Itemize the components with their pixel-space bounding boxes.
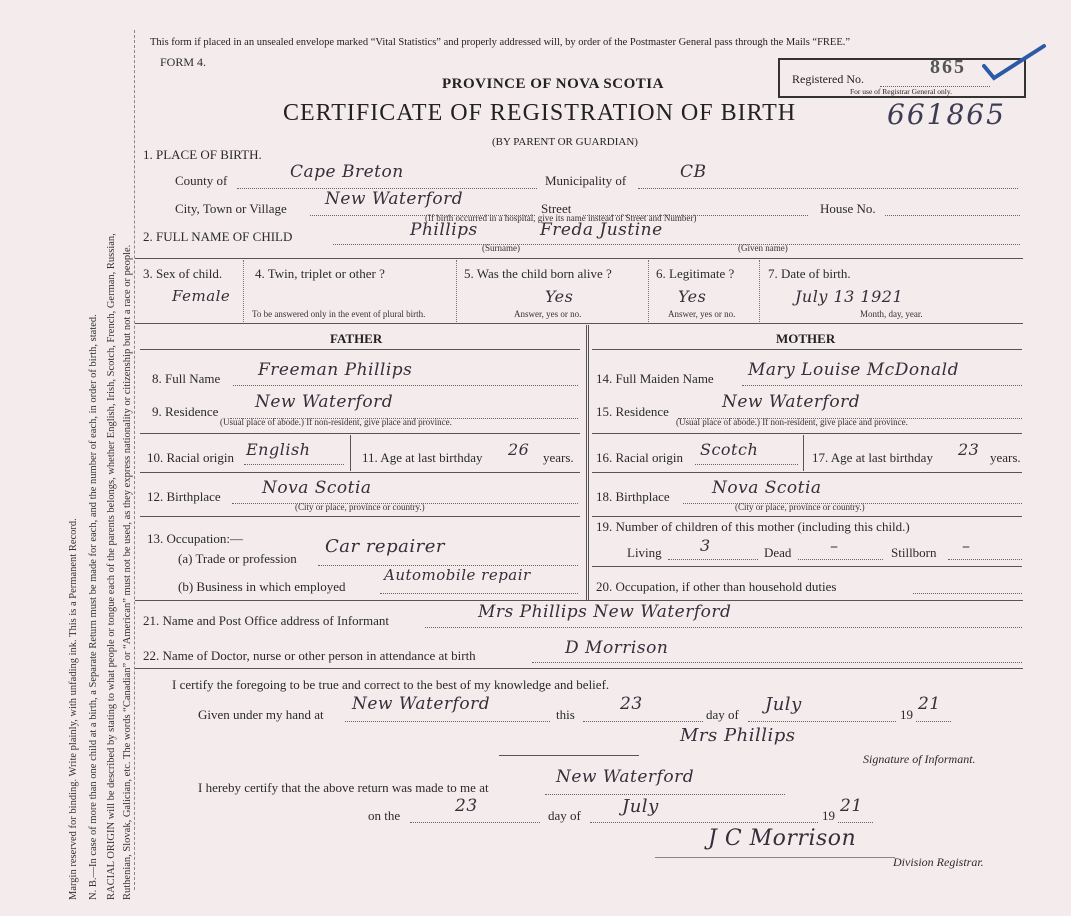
mother-row-rule-4: [592, 566, 1022, 567]
living-label: Living: [627, 545, 662, 560]
given-place-value: New Waterford: [352, 694, 491, 714]
municipality-label: Municipality of: [545, 173, 627, 188]
check-mark-icon: [982, 42, 1048, 84]
living-line: [668, 559, 758, 560]
father-row-rule-1: [140, 433, 580, 434]
row3-divider-2: [456, 260, 457, 322]
child-name-line: [333, 244, 1020, 245]
mother-name-line: [742, 385, 1022, 386]
cert1-day-label: day of: [706, 707, 739, 722]
mother-race-value: Scotch: [700, 440, 759, 459]
informant-signature: Mrs Phillips: [680, 725, 796, 746]
father-age-label: 11. Age at last birthday: [362, 450, 483, 465]
dead-value: –: [830, 536, 839, 555]
parents-bottom-rule: [135, 600, 1023, 601]
alive-value: Yes: [545, 287, 574, 306]
county-value: Cape Breton: [290, 162, 404, 182]
margin-note-racial-2: Ruthenian, Slovak, Galician, etc. The words “Canadian” or “American” must not be used, as they express nationality or citizenship but not a race or people.: [122, 244, 133, 900]
row3-top-rule: [135, 258, 1023, 259]
father-birthplace-note: (City or place, province or country.): [295, 502, 425, 512]
father-name-value: Freeman Phillips: [258, 360, 413, 380]
cert2-year-prefix: 19: [822, 808, 835, 823]
mother-race-line: [695, 464, 798, 465]
birth-date-label: 7. Date of birth.: [768, 266, 851, 281]
margin-note-binding: Margin reserved for binding. Write plainly, with unfading ink. This is a Permanent Record.: [68, 518, 79, 900]
cert1-year-prefix: 19: [900, 707, 913, 722]
registrar-signature-line: [655, 857, 895, 858]
surname-note: (Surname): [482, 243, 520, 253]
father-business-label: (b) Business in which employed: [178, 579, 346, 594]
doctor-line: [532, 662, 1022, 663]
on-the-label: on the: [368, 808, 401, 823]
cert1-year-value: 21: [918, 694, 941, 714]
registered-value: 865: [930, 56, 966, 78]
legitimate-value: Yes: [678, 287, 707, 306]
cert1-month-line: [748, 721, 896, 722]
cert2-year-value: 21: [840, 796, 863, 816]
mother-name-label: 14. Full Maiden Name: [596, 371, 714, 386]
stillborn-line: [948, 559, 1022, 560]
father-trade-value: Car repairer: [325, 536, 445, 557]
mother-heading: MOTHER: [776, 331, 836, 346]
registrar-place-value: New Waterford: [556, 767, 695, 787]
legitimate-label: 6. Legitimate ?: [656, 266, 735, 281]
row3-divider-3: [648, 260, 649, 322]
cert1-month-value: July: [765, 694, 802, 715]
father-race-divider: [350, 435, 351, 471]
father-residence-label: 9. Residence: [152, 404, 219, 419]
mother-residence-label: 15. Residence: [596, 404, 669, 419]
given-name-note: (Given name): [738, 243, 788, 253]
father-heading: FATHER: [330, 331, 383, 346]
county-label: County of: [175, 173, 228, 188]
place-of-birth-label: 1. PLACE OF BIRTH.: [143, 147, 262, 162]
city-value: New Waterford: [325, 189, 464, 209]
father-age-value: 26: [508, 440, 530, 459]
birth-date-note: Month, day, year.: [860, 309, 923, 319]
stillborn-label: Stillborn: [891, 545, 937, 560]
margin-rule: [134, 30, 135, 890]
mother-children-label: 19. Number of children of this mother (including this child.): [596, 519, 910, 534]
child-surname-value: Phillips: [410, 220, 478, 240]
cert2-month-line: [590, 822, 818, 823]
informant-label: 21. Name and Post Office address of Informant: [143, 613, 389, 628]
certificate-title: CERTIFICATE OF REGISTRATION OF BIRTH: [283, 100, 797, 126]
informant-signature-label: Signature of Informant.: [863, 752, 976, 766]
municipality-value: CB: [680, 162, 707, 182]
mother-residence-value: New Waterford: [722, 392, 861, 412]
mother-occupation-label: 20. Occupation, if other than household duties: [596, 579, 837, 594]
father-race-value: English: [246, 440, 311, 459]
cert2-month-value: July: [622, 796, 659, 817]
cert1-day-line: [583, 721, 703, 722]
registered-note: For use of Registrar General only.: [850, 87, 952, 96]
informant-signature-line: [660, 750, 1000, 751]
living-value: 3: [700, 536, 711, 555]
doctor-value: D Morrison: [565, 638, 669, 658]
cert1-day-value: 23: [620, 694, 643, 714]
city-label: City, Town or Village: [175, 201, 287, 216]
child-given-value: Freda Justine: [540, 220, 663, 240]
province-heading: PROVINCE OF NOVA SCOTIA: [442, 76, 664, 92]
father-birthplace-label: 12. Birthplace: [147, 489, 221, 504]
twin-note: To be answered only in the event of plural birth.: [252, 309, 426, 319]
doctor-label: 22. Name of Doctor, nurse or other person in attendance at birth: [143, 648, 476, 663]
doctor-bottom-rule: [135, 668, 1023, 669]
mother-occupation-line: [913, 593, 1022, 594]
row3-divider-1: [243, 260, 244, 322]
given-hand-label: Given under my hand at: [198, 707, 324, 722]
mother-age-value: 23: [958, 440, 980, 459]
mother-race-label: 16. Racial origin: [596, 450, 684, 465]
row3-bottom-rule: [135, 323, 1023, 324]
mother-row-rule-2: [592, 472, 1022, 473]
given-place-line: [345, 721, 550, 722]
hospital-note: (If birth occurred in a hospital, give its name instead of Street and Number): [425, 213, 697, 223]
father-birthplace-value: Nova Scotia: [262, 478, 372, 498]
mother-birthplace-value: Nova Scotia: [712, 478, 822, 498]
mother-race-divider: [803, 435, 804, 471]
twin-label: 4. Twin, triplet or other ?: [255, 266, 385, 281]
father-row-rule-2: [140, 472, 580, 473]
mother-birthplace-note: (City or place, province or country.): [735, 502, 865, 512]
alive-label: 5. Was the child born alive ?: [464, 266, 612, 281]
father-residence-note: (Usual place of abode.) If non-resident, give place and province.: [220, 417, 452, 427]
postal-notice: This form if placed in an unsealed envelope marked “Vital Statistics” and properly addressed will, by order of the Postmaster General pass through the Mails “FREE.”: [150, 37, 851, 48]
mother-heading-rule: [592, 349, 1022, 350]
mother-years-label: years.: [990, 450, 1021, 465]
father-race-line: [244, 464, 344, 465]
parents-divider: [586, 325, 589, 600]
registrar-place-line: [545, 794, 785, 795]
house-line: [885, 215, 1020, 216]
informant-line: [425, 627, 1022, 628]
mother-age-label: 17. Age at last birthday: [812, 450, 933, 465]
father-heading-rule: [140, 349, 580, 350]
father-name-line: [233, 385, 578, 386]
father-business-value: Automobile repair: [384, 566, 531, 584]
registrar-signature: J C Morrison: [708, 826, 857, 851]
alive-note: Answer, yes or no.: [514, 309, 582, 319]
mother-row-rule-1: [592, 433, 1022, 434]
cert2-day-label: day of: [548, 808, 581, 823]
house-label: House No.: [820, 201, 876, 216]
cert1-year-line: [916, 721, 951, 722]
informant-signature-rule: [499, 755, 639, 756]
father-name-label: 8. Full Name: [152, 371, 221, 386]
sex-label: 3. Sex of child.: [143, 266, 223, 281]
stillborn-value: –: [962, 536, 971, 555]
cert2-day-line: [410, 822, 540, 823]
birth-date-value: July 13 1921: [795, 287, 904, 306]
sex-value: Female: [172, 287, 231, 305]
informant-value: Mrs Phillips New Waterford: [478, 602, 732, 622]
certificate-subtitle: (BY PARENT OR GUARDIAN): [492, 136, 638, 148]
father-trade-label: (a) Trade or profession: [178, 551, 297, 566]
certify-statement: I certify the foregoing to be true and correct to the best of my knowledge and belief.: [172, 677, 610, 692]
mother-residence-note: (Usual place of abode.) If non-resident, give place and province.: [676, 417, 908, 427]
mother-row-rule-3: [592, 516, 1022, 517]
father-row-rule-3: [140, 516, 580, 517]
this-label: this: [556, 707, 575, 722]
dead-line: [798, 559, 883, 560]
municipality-line: [638, 188, 1018, 189]
father-years-label: years.: [543, 450, 574, 465]
registrar-statement: I hereby certify that the above return was made to me at: [198, 780, 489, 795]
street-label: Street: [541, 201, 572, 216]
form-number: FORM 4.: [160, 55, 207, 69]
registered-label: Registered No.: [792, 72, 864, 86]
cert2-year-line: [838, 822, 873, 823]
mother-birthplace-label: 18. Birthplace: [596, 489, 670, 504]
father-business-line: [380, 593, 578, 594]
margin-note-racial-1: RACIAL ORIGIN will be described by stating to what people or tongue each of the parents belongs, whether English, Irish, Scotch, French, German, Russian,: [106, 233, 117, 900]
cert2-day-value: 23: [455, 796, 478, 816]
registrar-label: Division Registrar.: [893, 855, 984, 869]
row3-divider-4: [759, 260, 760, 322]
dead-label: Dead: [764, 545, 792, 560]
father-residence-value: New Waterford: [255, 392, 394, 412]
father-race-label: 10. Racial origin: [147, 450, 235, 465]
legitimate-note: Answer, yes or no.: [668, 309, 736, 319]
margin-note-plural: N. B.—In case of more than one child at a birth, a Separate Return must be made for each, and the number of each, in order of birth, stated.: [88, 314, 99, 900]
child-name-label: 2. FULL NAME OF CHILD: [143, 229, 293, 244]
mother-name-value: Mary Louise McDonald: [748, 360, 959, 380]
certificate-serial: 661865: [887, 98, 1006, 131]
father-occupation-label: 13. Occupation:—: [147, 531, 244, 546]
